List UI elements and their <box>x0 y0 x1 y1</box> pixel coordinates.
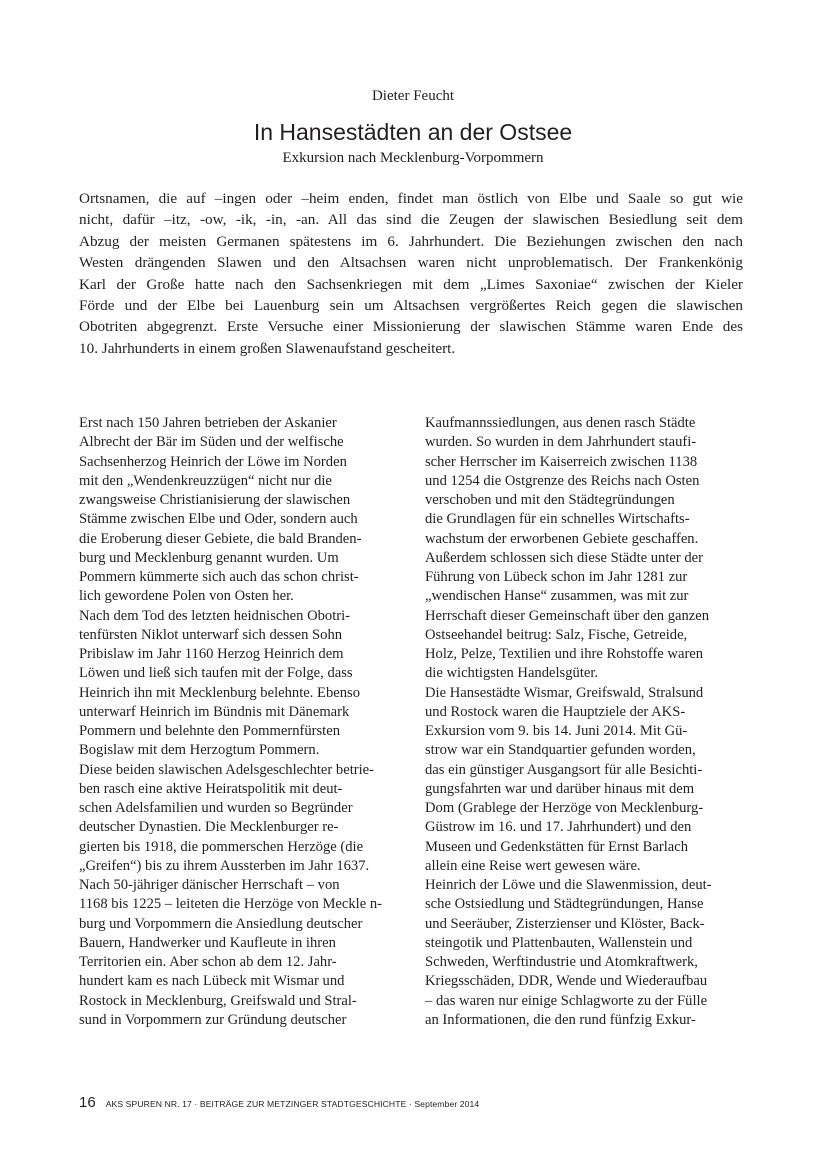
text-line: Erst nach 150 Jahren betrieben der Askanier <box>79 415 337 431</box>
text-line: schen Adelsfamilien und wurden so Begründer <box>79 800 353 816</box>
text-line: Sachsenherzog Heinrich der Löwe im Norden <box>79 453 347 470</box>
intro-line: Westen drängenden Slawen und den Altsachsen waren nicht unproblematisch. Der Frankenkönig <box>79 254 743 272</box>
text-line: Pommern und belehnte den Pommernfürsten <box>79 723 341 739</box>
text-line: sund in Vorpommern zur Gründung deutscher <box>79 1011 347 1028</box>
author-name: Dieter Feucht <box>371 88 455 104</box>
text-line: Die Hansestädte Wismar, Greifswald, Stralsund <box>425 684 704 701</box>
text-line: Heinrich der Löwe und die Slawenmission, deut- <box>425 877 712 893</box>
intro-line: Abzug der meisten Germanen spätestens im 6. Jahrhundert. Die Beziehungen zwischen den nach <box>79 232 743 250</box>
intro-paragraph <box>79 188 743 359</box>
intro-line: Karl der Große hatte nach den Sachsenkriegen mit dem „Limes Saxoniae“ zwischen der Kieler <box>79 275 743 293</box>
page-number: 16 <box>79 1094 96 1111</box>
text-line: Exkursion vom 9. bis 14. Juni 2014. Mit Gü- <box>425 723 688 739</box>
text-line: Dom (Grablege der Herzöge von Mecklenburg- <box>425 800 704 816</box>
text-line: zwangsweise Christianisierung der slawischen <box>79 492 351 508</box>
text-line: Diese beiden slawischen Adelsgeschlechter betrie- <box>79 761 375 778</box>
text-line: das ein günstiger Ausgangsort für alle Besichti- <box>425 761 703 778</box>
text-line: die wichtigsten Handelsgüter. <box>425 665 599 682</box>
text-line: gierten bis 1918, die pommerschen Herzöge (die <box>79 838 364 855</box>
text-line: Kriegsschäden, DDR, Wende und Wiederaufbau <box>425 973 708 990</box>
text-line: Führung von Lübeck schon im Jahr 1281 zur <box>425 569 688 585</box>
text-line: sche Ostsiedlung und Städtegründungen, Hanse <box>425 896 704 913</box>
text-line: Holz, Pelze, Textilien und ihre Rohstoffe waren <box>425 646 704 662</box>
text-line: Museen und Gedenkstätten für Ernst Barlach <box>425 838 689 855</box>
text-line: steingotik und Plattenbauten, Wallenstein und <box>425 934 693 951</box>
text-line: gungsfahrten war und darüber hinaus mit dem <box>425 780 695 797</box>
text-line: Bauern, Handwerker und Kaufleute in ihren <box>79 934 336 951</box>
text-line: verschoben und mit den Städtegründungen <box>425 492 675 508</box>
text-line: burg und Mecklenburg genannt wurden. Um <box>79 549 339 566</box>
text-line: 1168 bis 1225 – leiteten die Herzöge von Meckle n- <box>79 896 383 913</box>
text-line: deutscher Dynastien. Die Mecklenburger re- <box>79 819 339 836</box>
article-subtitle: Exkursion nach Mecklenburg-Vorpommern <box>282 150 544 166</box>
text-line: mit den „Wendenkreuzzügen“ nicht nur die <box>79 472 332 489</box>
text-line: Nach dem Tod des letzten heidnischen Obotri- <box>79 607 351 624</box>
page-footer <box>79 1094 759 1112</box>
text-line: und Rostock waren die Hauptziele der AKS- <box>425 703 686 720</box>
text-line: die Grundlagen für ein schnelles Wirtschafts- <box>425 511 690 528</box>
text-line: Nach 50-jähriger dänischer Herrschaft – von <box>79 877 340 893</box>
text-line: lich gewordene Polen von Osten her. <box>79 588 294 605</box>
text-line: Kaufmannssiedlungen, aus denen rasch Städte <box>425 415 696 431</box>
text-line: unterwarf Heinrich im Bündnis mit Dänemark <box>79 703 350 720</box>
text-line: Bogislaw mit dem Herzogtum Pommern. <box>79 742 320 759</box>
text-line: tenfürsten Niklot unterwarf sich dessen Sohn <box>79 626 343 643</box>
text-line: allein eine Reise wert gewesen wäre. <box>425 857 641 874</box>
intro-line: 10. Jahrhunderts in einem großen Slawenaufstand gescheitert. <box>79 339 456 357</box>
text-line: burg und Vorpommern die Ansiedlung deutscher <box>79 915 363 932</box>
journal-info: AKS SPUREN NR. 17 · BEITRÄGE ZUR METZINGER STADTGESCHICHTE · September 2014 <box>105 1099 480 1109</box>
text-line: scher Herrscher im Kaiserreich zwischen 1138 <box>425 453 698 470</box>
text-line: Löwen und ließ sich taufen mit der Folge, dass <box>79 665 353 682</box>
text-line: „wendischen Hanse“ zusammen, was mit zur <box>425 588 689 605</box>
text-line: Stämme zwischen Elbe und Oder, sondern auch <box>79 511 358 528</box>
text-line: Territorien ein. Aber schon ab dem 12. Jahr- <box>79 954 337 970</box>
intro-line: nicht, dafür –itz, -ow, -ik, -in, -an. All das sind die Zeugen der slawischen Besiedlung seit dem <box>79 211 743 229</box>
text-line: Albrecht der Bär im Süden und der welfische <box>79 434 344 451</box>
text-line: Herrschaft dieser Gemeinschaft über den ganzen <box>425 607 710 624</box>
body-column-left <box>79 414 396 1030</box>
intro-line: Ortsnamen, die auf –ingen oder –heim enden, findet man östlich von Elbe und Saale so gut wie <box>79 190 743 207</box>
text-line: die Eroberung dieser Gebiete, die bald Branden- <box>79 530 362 547</box>
intro-line: Förde und der Elbe bei Lauenburg sein um Altsachsen vergrößertes Reich gegen die slawischen <box>79 297 743 315</box>
text-line: und 1254 die Ostgrenze des Reichs nach Osten <box>425 472 700 489</box>
text-line: wachstum der erworbenen Gebiete geschaffen. <box>425 530 699 547</box>
intro-line: Obotriten abgegrenzt. Erste Versuche einer Missionierung der slawischen Stämme waren Ende des <box>79 318 743 336</box>
article-title: In Hansestädten an der Ostsee <box>253 119 573 145</box>
text-line: Schweden, Werftindustrie und Atomkraftwerk, <box>425 954 698 970</box>
text-line: wurden. So wurden in dem Jahrhundert staufi- <box>425 434 697 451</box>
text-line: Pribislaw im Jahr 1160 Herzog Heinrich dem <box>79 646 344 662</box>
text-line: Pommern kümmerte sich auch das schon christ- <box>79 569 359 585</box>
text-line: „Greifen“) bis zu ihrem Aussterben im Jahr 1637. <box>79 857 370 874</box>
text-line: – das waren nur einige Schlagworte zu der Fülle <box>425 992 708 1009</box>
text-line: Ostseehandel beitrug: Salz, Fische, Getreide, <box>425 626 688 643</box>
text-line: an Informationen, die den rund fünfzig Exkur- <box>425 1011 696 1028</box>
text-line: Außerdem schlossen sich diese Städte unter der <box>425 549 704 566</box>
text-line: Heinrich ihn mit Mecklenburg belehnte. Ebenso <box>79 684 360 701</box>
text-line: hundert kam es nach Lübeck mit Wismar und <box>79 973 345 990</box>
body-column-right <box>425 414 742 1030</box>
text-line: strow war ein Standquartier gefunden worden, <box>425 742 696 759</box>
text-line: ben rasch eine aktive Heiratspolitik mit deut- <box>79 780 343 797</box>
text-line: und Seeräuber, Zisterzienser und Klöster, Back- <box>425 915 705 932</box>
text-line: Rostock in Mecklenburg, Greifswald und Stral- <box>79 992 357 1009</box>
text-line: Güstrow im 16. und 17. Jahrhundert) und den <box>425 819 692 836</box>
